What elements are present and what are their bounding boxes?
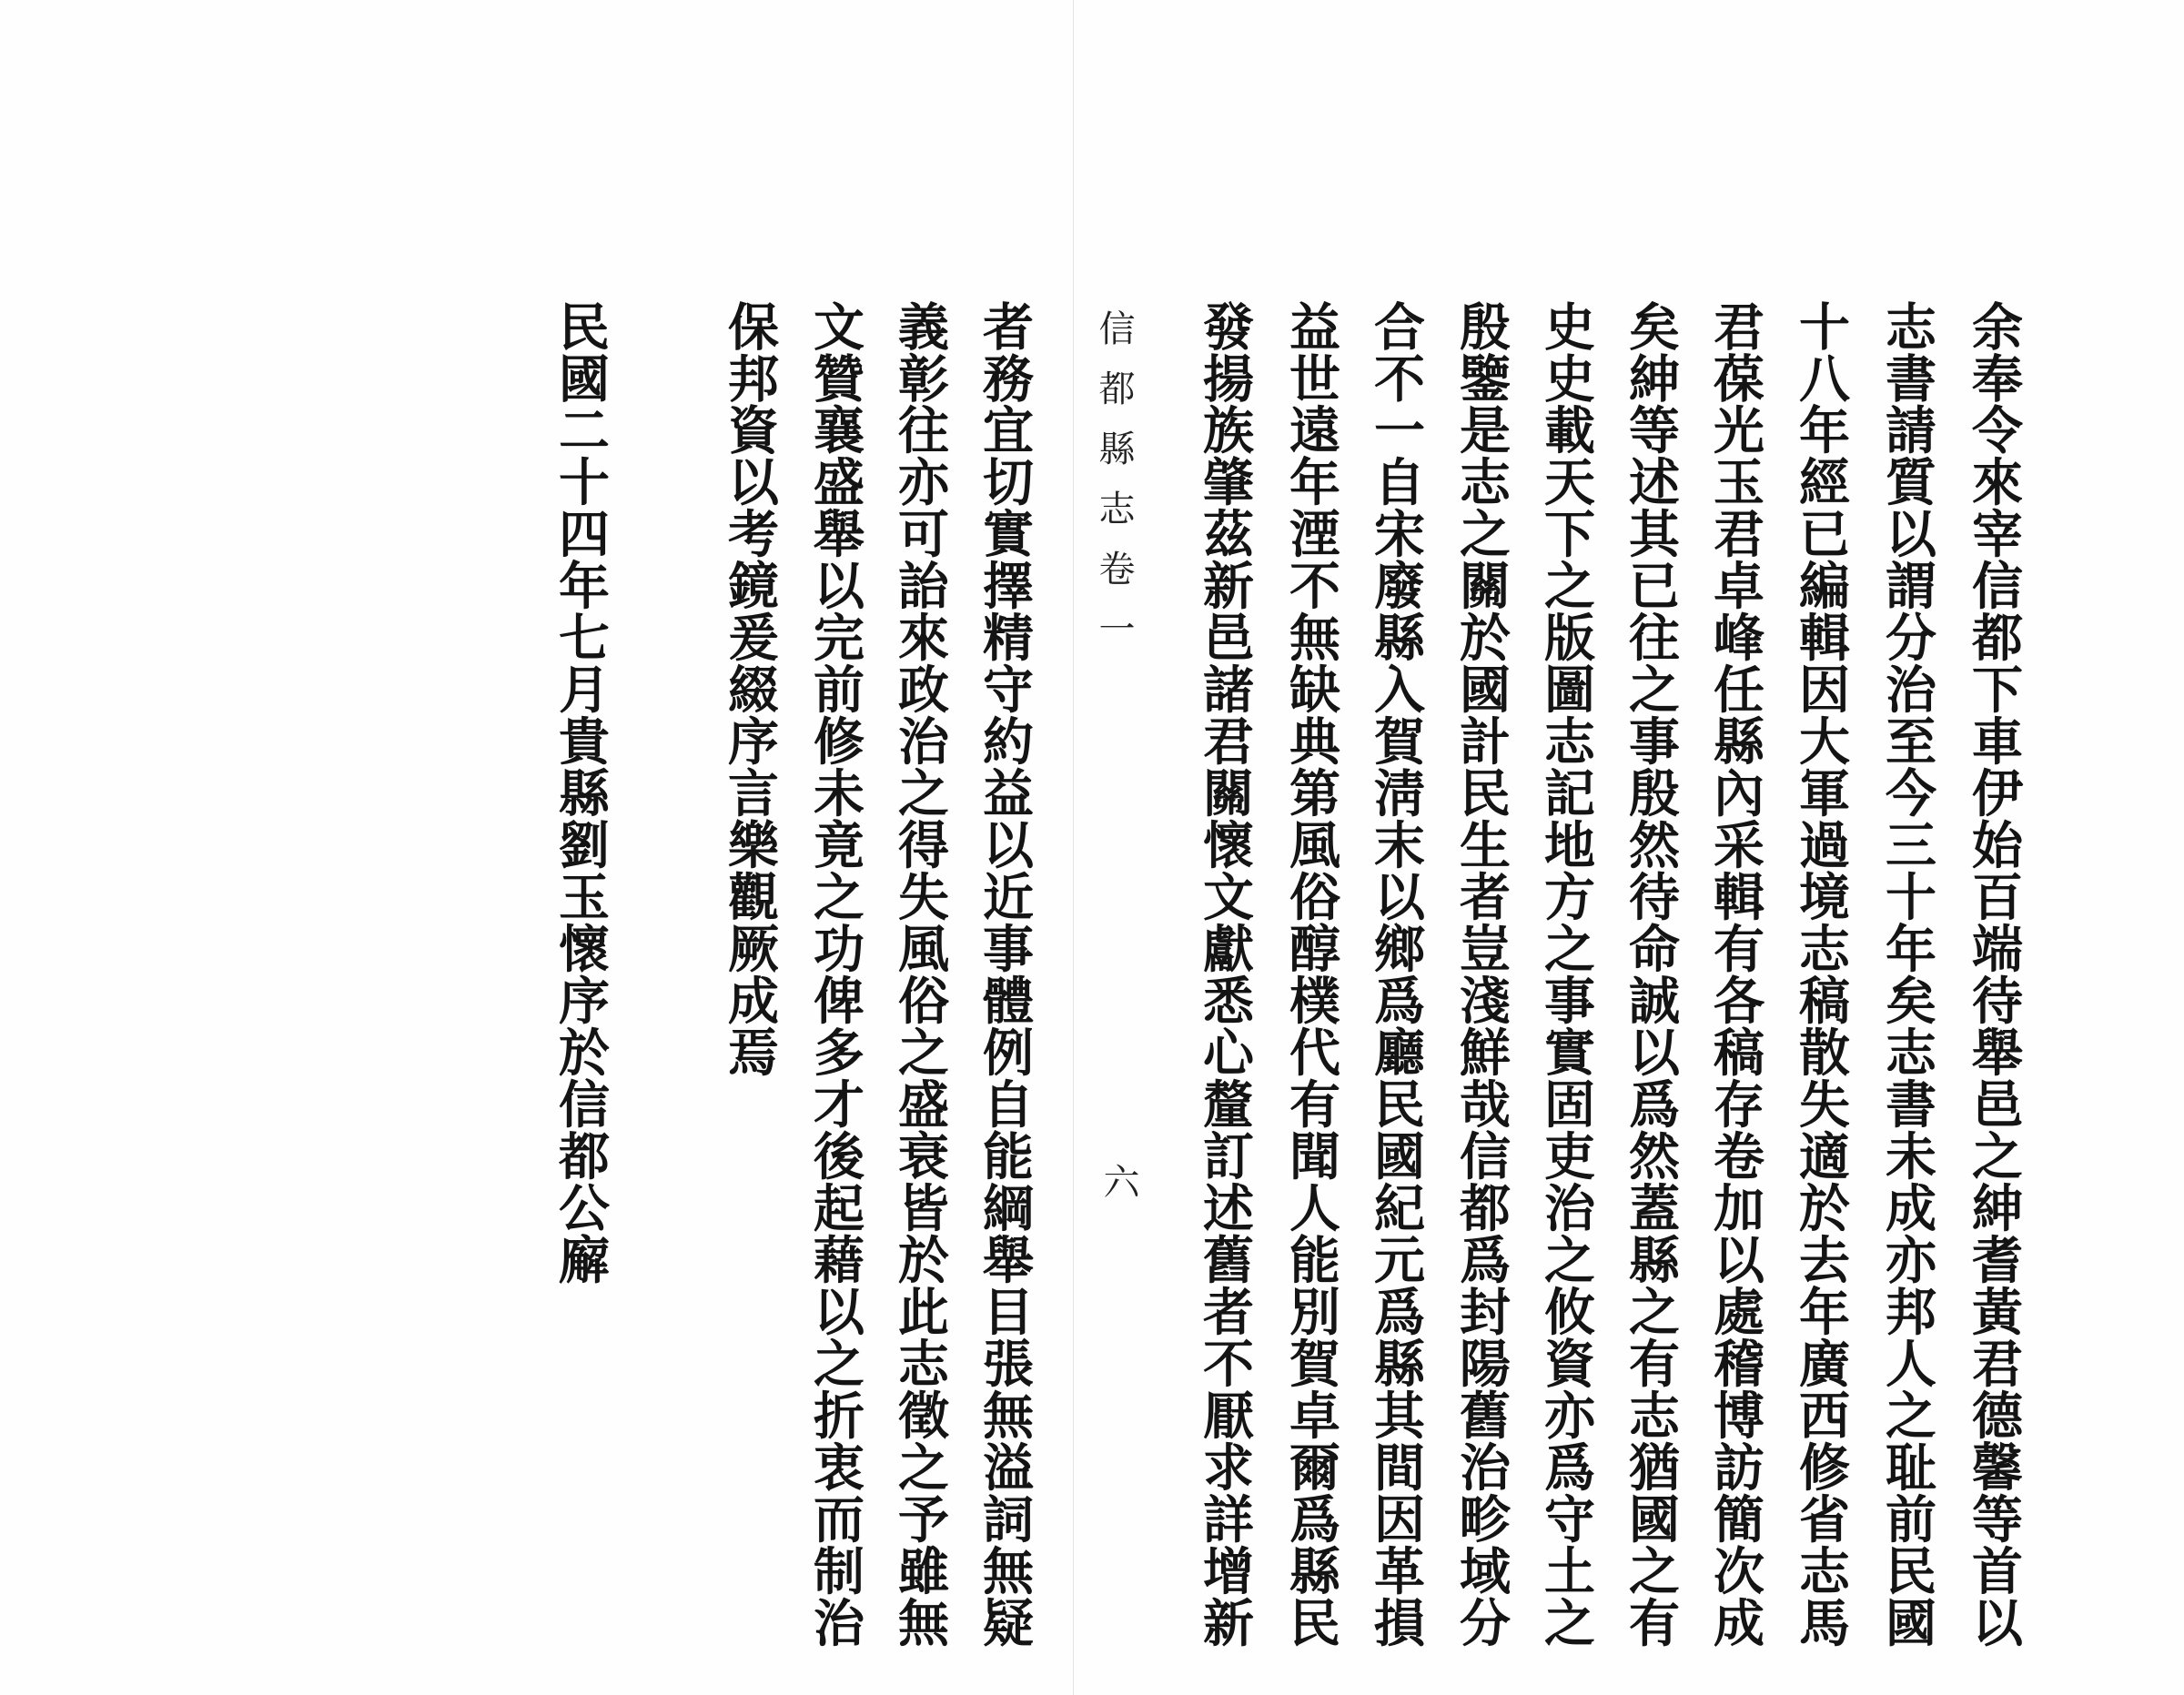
signature-dateline: 民國二十四年七月貴縣劉玉懷序於信都公廨	[551, 300, 611, 1286]
text-column-4: 君葆光玉君卓峰任縣內采輯有各稿存卷加以處稽博訪簡次成	[1705, 300, 1765, 1649]
text-column-7: 殷鑒是志之關於國計民生者豈淺鮮哉信都爲封陽舊治畛域分	[1451, 300, 1512, 1649]
text-column-6: 史史載天下之版圖志記地方之事實固吏治之攸資亦爲守土之	[1536, 300, 1596, 1649]
text-column-3: 十八年經已編輯因大軍過境志稿散失適於去年廣西修省志馬	[1791, 300, 1851, 1649]
text-column-1: 余奉令來宰信都下車伊始百端待舉邑之紳耆黃君德馨等首以	[1964, 300, 2024, 1649]
text-column-10: 發揚族肇茲新邑諸君關懷文獻悉心釐訂述舊者不厭求詳增新	[1195, 300, 1255, 1649]
margin-book-title: 信都縣志卷一	[1093, 309, 1135, 670]
text-column-9: 益世遠年湮不無缺典第風俗醇樸代有聞人能別賀卓爾爲縣民	[1281, 300, 1341, 1649]
text-column-11: 者務宜切實擇精守約益以近事體例自能綱舉目張無溢詞無疑	[975, 300, 1035, 1649]
text-column-2: 志書請質以謂分治至今三十年矣志書未成亦邦人之耻前民國	[1877, 300, 1937, 1649]
text-column-5: 矣紳等述其已往之事殷然待命誠以爲然蓋縣之有志猶國之有	[1621, 300, 1681, 1649]
text-column-8: 合不一自宋廢縣入賀淸末以鄉爲廳民國紀元爲縣其間因革損	[1366, 300, 1426, 1649]
text-column-12: 義彰往亦可詒來政治之得失風俗之盛衰皆於此志徵之予雖無	[890, 300, 950, 1649]
text-column-14: 保邦資以考鏡爰綴序言樂觀厥成焉	[720, 300, 780, 1078]
margin-page-number: 六	[1097, 1163, 1139, 1199]
page-gutter-line	[1073, 0, 1074, 1695]
text-column-13: 文贊襄盛舉以完前修未竟之功俾多才後起藉以之折衷而制治	[805, 300, 865, 1649]
